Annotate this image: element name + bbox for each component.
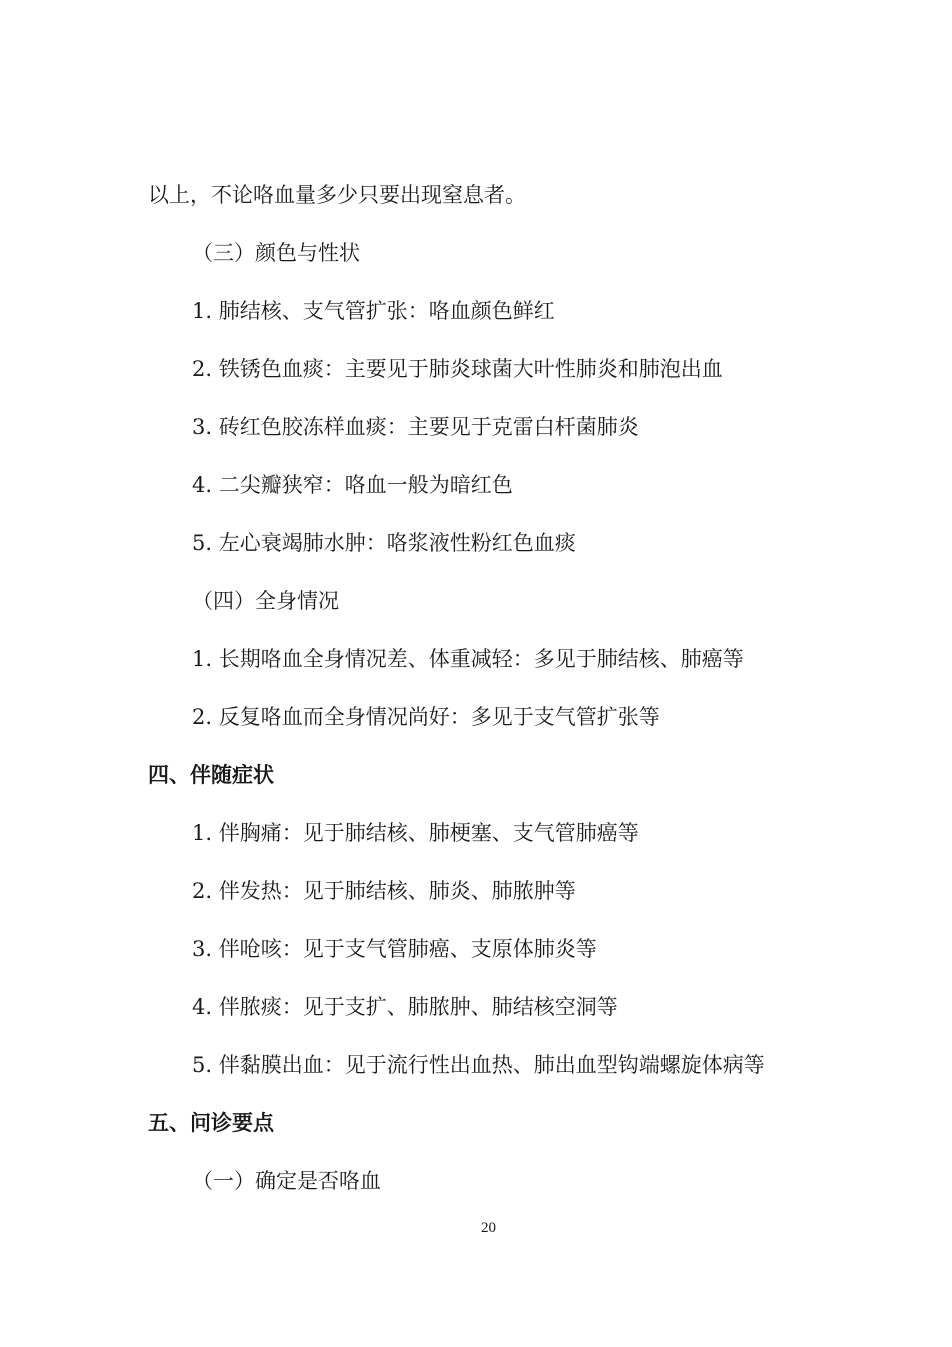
list-item: 5. 左心衰竭肺水肿：咯浆液性粉红色血痰 xyxy=(192,531,576,555)
list-item: 4. 二尖瓣狭窄：咯血一般为暗红色 xyxy=(192,473,513,497)
subsection-heading-confirm: （一）确定是否咯血 xyxy=(192,1169,381,1193)
list-item: 1. 肺结核、支气管扩张：咯血颜色鲜红 xyxy=(192,299,555,323)
page-number: 20 xyxy=(481,1220,496,1236)
list-item: 5. 伴黏膜出血：见于流行性出血热、肺出血型钩端螺旋体病等 xyxy=(192,1053,765,1077)
subsection-heading-color: （三）颜色与性状 xyxy=(192,241,360,265)
list-item: 4. 伴脓痰：见于支扩、肺脓肿、肺结核空洞等 xyxy=(192,995,618,1019)
list-item: 2. 反复咯血而全身情况尚好：多见于支气管扩张等 xyxy=(192,705,660,729)
subsection-heading-general: （四）全身情况 xyxy=(192,589,339,613)
section-heading-inquiry: 五、问诊要点 xyxy=(148,1111,274,1135)
list-item: 1. 长期咯血全身情况差、体重减轻：多见于肺结核、肺癌等 xyxy=(192,647,744,671)
list-item: 1. 伴胸痛：见于肺结核、肺梗塞、支气管肺癌等 xyxy=(192,821,639,845)
section-heading-symptoms: 四、伴随症状 xyxy=(148,763,274,787)
list-item: 3. 砖红色胶冻样血痰：主要见于克雷白杆菌肺炎 xyxy=(192,415,639,439)
list-item: 3. 伴呛咳：见于支气管肺癌、支原体肺炎等 xyxy=(192,937,597,961)
list-item: 2. 铁锈色血痰：主要见于肺炎球菌大叶性肺炎和肺泡出血 xyxy=(192,357,723,381)
paragraph-continuation: 以上，不论咯血量多少只要出现窒息者。 xyxy=(148,183,526,207)
list-item: 2. 伴发热：见于肺结核、肺炎、肺脓肿等 xyxy=(192,879,576,903)
